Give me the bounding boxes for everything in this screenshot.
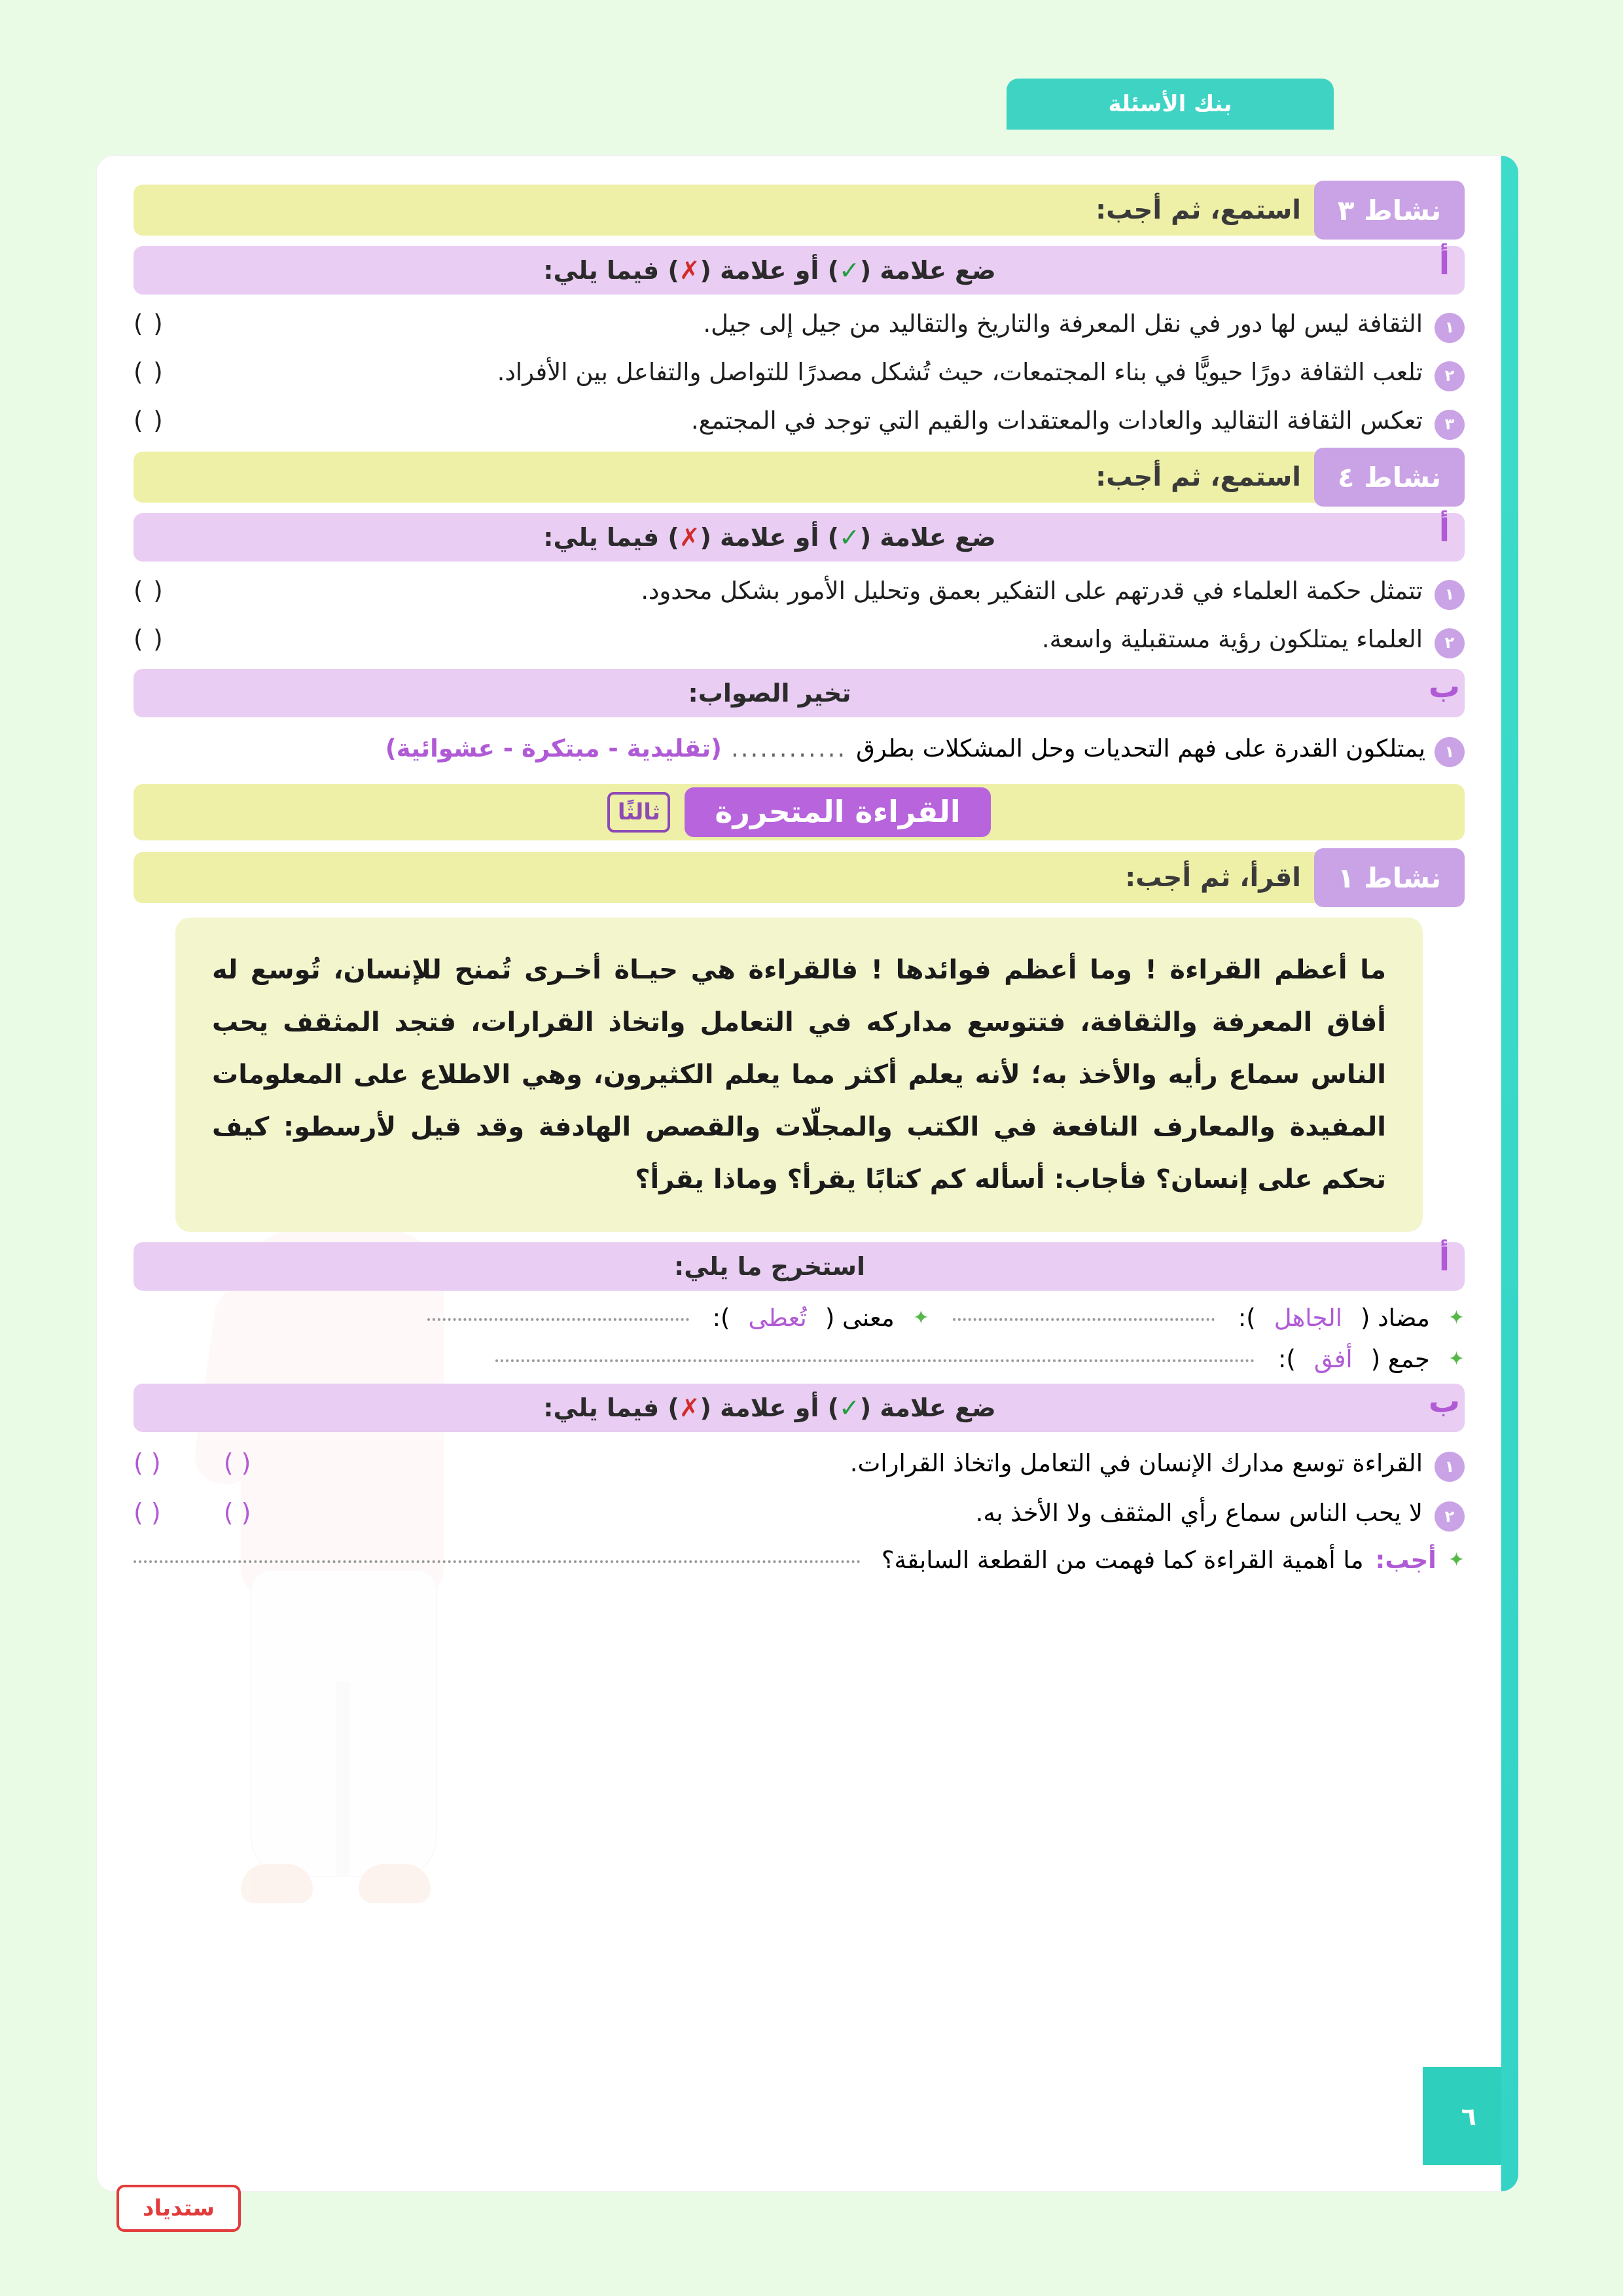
- answer-box[interactable]: ( ): [223, 1448, 251, 1477]
- item-number: ٣: [1435, 410, 1465, 440]
- extract-answer-blank[interactable]: [427, 1316, 689, 1321]
- star-icon: ✦: [1448, 1306, 1465, 1329]
- activity-4-title: استمع، ثم أجب:: [1096, 462, 1301, 492]
- item-number: ١: [1435, 737, 1465, 767]
- extract-word: أفق: [1313, 1345, 1353, 1373]
- section-order-badge: ثالثًا: [607, 792, 670, 833]
- extract-word: الجاهل: [1274, 1304, 1342, 1332]
- inst-text-2: ) أو علامة (: [700, 523, 839, 552]
- extract-label-after: ):: [712, 1304, 730, 1332]
- star-icon: ✦: [1448, 1549, 1465, 1571]
- answer-box[interactable]: ( ): [134, 625, 164, 653]
- tick-icon: ✓: [838, 256, 860, 285]
- activity-3-header: [134, 185, 1465, 236]
- activity-4-tag: نشاط ٤: [1314, 448, 1465, 507]
- activity-3-item-1: [134, 305, 1465, 343]
- extract-answer-blank[interactable]: [495, 1357, 1255, 1362]
- extract-label-before: معنى (: [825, 1304, 895, 1332]
- answer-box[interactable]: ( ): [134, 358, 164, 386]
- item-text: تتمثل حكمة العلماء في قدرتهم على التفكير بعمق وتحليل الأمور بشكل محدود.: [641, 577, 1423, 605]
- reading-part-a: [134, 1242, 1465, 1291]
- activity-4-part-b-title: تخير الصواب:: [688, 679, 851, 708]
- inst-text-1: ضع علامة (: [859, 256, 996, 285]
- activity-4-part-b: [134, 669, 1465, 717]
- illustration-foot-left: [241, 1864, 313, 1903]
- page-number: ٦: [1461, 2102, 1476, 2131]
- illustration-leg-gap: [336, 1681, 350, 1877]
- inst-text-1: ضع علامة (: [859, 523, 996, 552]
- open-question-blank[interactable]: [134, 1558, 861, 1563]
- right-edge-accent-bar: [1501, 156, 1518, 2191]
- reading-part-b: [134, 1384, 1465, 1432]
- star-icon: ✦: [1448, 1348, 1465, 1371]
- tick-icon: ✓: [838, 1393, 860, 1422]
- answer-box[interactable]: ( ): [223, 1498, 251, 1527]
- item-number: ١: [1435, 580, 1465, 610]
- illustration-foot-right: [359, 1864, 431, 1903]
- activity-3-title: استمع، ثم أجب:: [1096, 195, 1301, 225]
- reading-tf-item-2: [134, 1494, 1465, 1532]
- item-text: لا يحب الناس سماع رأي المثقف ولا الأخذ به.: [975, 1498, 1423, 1527]
- reading-activity-tag: نشاط ١: [1314, 848, 1465, 907]
- extract-label-before: مضاد (: [1361, 1304, 1430, 1332]
- item-number: ٢: [1435, 1501, 1465, 1532]
- item-number: ٢: [1435, 361, 1465, 391]
- answer-box[interactable]: ( ): [134, 406, 164, 435]
- activity-4-letter-a: أ: [1438, 512, 1450, 549]
- extract-word: تُعطى: [748, 1304, 807, 1332]
- cross-icon: ✗: [679, 1393, 700, 1422]
- item-text: تعكس الثقافة التقاليد والعادات والمعتقدات والقيم التي توجد في المجتمع.: [690, 406, 1423, 435]
- item-text: القراءة توسع مدارك الإنسان في التعامل واتخاذ القرارات.: [849, 1448, 1423, 1477]
- activity-4-item-1: [134, 572, 1465, 610]
- activity-3-letter-a: أ: [1438, 245, 1450, 282]
- inst-text-2: ) أو علامة (: [700, 256, 839, 285]
- open-question-text: ما أهمية القراءة كما فهمت من القطعة السابقة؟: [881, 1546, 1364, 1574]
- activity-4-instruction: [134, 513, 1465, 562]
- inst-text-3: ) فيما يلي:: [543, 256, 679, 285]
- tick-icon: ✓: [838, 523, 860, 552]
- reading-activity-title: اقرأ، ثم أجب:: [1125, 863, 1301, 893]
- question-bank-tab: [1007, 79, 1334, 130]
- inst-text-3: ) فيما يلي:: [543, 523, 679, 552]
- activity-4-choice-item: [134, 729, 1465, 767]
- open-question-row: [134, 1546, 1465, 1574]
- worksheet-content: [97, 156, 1501, 1600]
- choice-options[interactable]: (تقليدية - مبتكرة - عشوائية): [385, 734, 722, 762]
- activity-3-instruction: [134, 246, 1465, 295]
- item-number: ٢: [1435, 628, 1465, 658]
- extract-label-after: ):: [1238, 1304, 1256, 1332]
- question-bank-label: بنك الأسئلة: [1108, 91, 1232, 117]
- extract-row-1: [134, 1304, 1465, 1332]
- reading-tf-item-1: [134, 1444, 1465, 1482]
- star-icon: ✦: [912, 1306, 929, 1329]
- inst-text-1: ضع علامة (: [859, 1393, 996, 1422]
- section-header-free-reading: [134, 784, 1465, 840]
- reading-part-a-title: استخرج ما يلي:: [674, 1252, 865, 1281]
- answer-box[interactable]: ( ): [134, 310, 164, 338]
- tf-answer-boxes[interactable]: [134, 1448, 251, 1477]
- worksheet-sheet: [97, 156, 1518, 2191]
- choice-text: يمتلكون القدرة على فهم التحديات وحل المشكلات بطرق: [856, 734, 1425, 762]
- answer-box[interactable]: ( ): [134, 1498, 161, 1527]
- reading-letter-a: أ: [1438, 1242, 1450, 1278]
- illustration-pants: [251, 1570, 437, 1877]
- activity-3-item-2: [134, 353, 1465, 391]
- extract-label-before: جمع (: [1370, 1345, 1430, 1373]
- cross-icon: ✗: [679, 523, 700, 552]
- reading-letter-b: ب: [1428, 1383, 1461, 1420]
- item-number: ١: [1435, 313, 1465, 343]
- reading-activity-header: [134, 852, 1465, 903]
- activity-3-item-3: [134, 402, 1465, 440]
- item-text: العلماء يمتلكون رؤية مستقبلية واسعة.: [1041, 625, 1423, 653]
- inst-text-2: ) أو علامة (: [700, 1393, 839, 1422]
- reading-passage: ما أعظم القراءة ! وما أعظم فوائدها ! فالقراءة هي حيـاة أخـرى تُمنح للإنسان، تُوسع له أفاق المعرفة والثقافة، فتتوسع مداركه في التعامل واتخاذ القرارات، فتجد المثقف يحب الناس سماع رأيه والأخذ به؛ لأنه يعلم أكثر مما يعلم الكثيرون، وهي الاطلاع على المعلومات المفيدة والمعارف النافعة في الكتب والمجلّات والقصص الهادفة وقد قيل لأرسطو: كيف تحكم على إنسان؟ فأجاب: أسأله كم كتابًا يقرأ؟ وماذا يقرأ؟: [175, 918, 1423, 1232]
- item-text: الثقافة ليس لها دور في نقل المعرفة والتاريخ والتقاليد من جيل إلى جيل.: [703, 310, 1423, 338]
- activity-4-header: [134, 452, 1465, 503]
- activity-3-tag: نشاط ٣: [1314, 181, 1465, 240]
- activity-4-letter-b: ب: [1428, 668, 1461, 705]
- publisher-logo: [116, 2185, 241, 2232]
- open-question-label: أجب:: [1375, 1546, 1436, 1574]
- section-title: القراءة المتحررة: [685, 787, 990, 837]
- answer-box[interactable]: ( ): [134, 1448, 161, 1477]
- cross-icon: ✗: [679, 256, 700, 285]
- item-text: تلعب الثقافة دورًا حيويًّا في بناء المجتمعات، حيث تُشكل مصدرًا للتواصل والتفاعل بين الأفراد.: [497, 358, 1423, 386]
- choice-blank[interactable]: ............: [730, 734, 847, 762]
- publisher-name: ستدياد: [143, 2195, 215, 2221]
- extract-label-after: ):: [1277, 1345, 1296, 1373]
- inst-text-3: ) فيما يلي:: [543, 1393, 679, 1422]
- item-number: ١: [1435, 1452, 1465, 1482]
- tf-answer-boxes[interactable]: [134, 1498, 251, 1527]
- activity-4-item-2: [134, 620, 1465, 658]
- answer-box[interactable]: ( ): [134, 577, 164, 605]
- extract-row-2: [134, 1345, 1465, 1373]
- extract-answer-blank[interactable]: [953, 1316, 1215, 1321]
